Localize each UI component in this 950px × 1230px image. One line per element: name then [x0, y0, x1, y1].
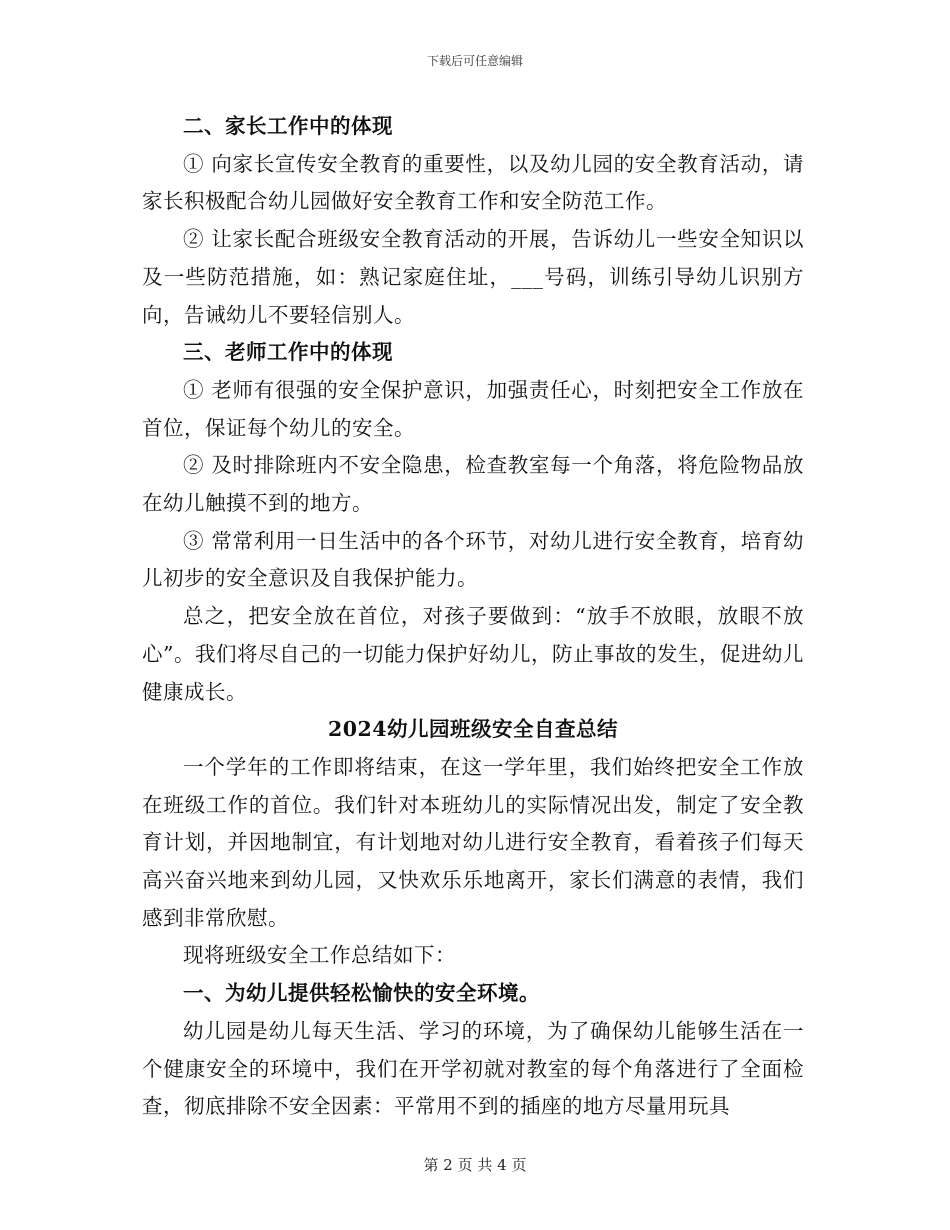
paragraph-environment: 幼儿园是幼儿每天生活、学习的环境，为了确保幼儿能够生活在一个健康安全的环境中，我们在开学初就对教室的每个角落进行了全面检查，彻底排除不安全因素：平常用不到的插座的地方尽量用玩具 — [142, 1018, 804, 1119]
section-heading-environment: 一、为幼儿提供轻松愉快的安全环境。 — [183, 981, 540, 1006]
paragraph-parent-1: ① 向家长宣传安全教育的重要性，以及幼儿园的安全教育活动，请家长积极配合幼儿园做好安全教育工作和安全防范工作。 — [142, 151, 804, 214]
document-title: 2024幼儿园班级安全自查总结 — [327, 717, 619, 742]
paragraph-intro: 一个学年的工作即将结束，在这一学年里，我们始终把安全工作放在班级工作的首位。我们针对本班幼儿的实际情况出发，制定了安全教育计划，并因地制宜，有计划地对幼儿进行安全教育，看着孩子们每天高兴奋兴地来到幼儿园，又快欢乐乐地离开，家长们满意的表情，我们感到非常欣慰。 — [142, 754, 804, 930]
section-heading-parent: 二、家长工作中的体现 — [183, 114, 393, 138]
paragraph-summary: 总之，把安全放在首位，对孩子要做到：“放手不放眼，放眼不放心”。我们将尽自己的一切能力保护好幼儿，防止事故的发生，促进幼儿健康成长。 — [142, 604, 804, 704]
paragraph-parent-2: ② 让家长配合班级安全教育活动的开展，告诉幼儿一些安全知识以及一些防范措施，如：熟记家庭住址，___号码，训练引导幼儿识别方向，告诫幼儿不要轻信别人。 — [142, 227, 804, 327]
section-heading-teacher: 三、老师工作中的体现 — [183, 340, 393, 365]
page-number: 第 2 页 共 4 页 — [423, 1156, 527, 1174]
page-header: 下载后可任意编辑 — [426, 54, 523, 68]
paragraph-teacher-3: ③ 常常利用一日生活中的各个环节，对幼儿进行安全教育，培育幼儿初步的安全意识及自我保护能力。 — [142, 528, 804, 591]
paragraph-teacher-2: ② 及时排除班内不安全隐患，检查教室每一个角落，将危险物品放在幼儿触摸不到的地方。 — [142, 453, 804, 516]
document-body — [142, 108, 804, 1126]
paragraph-teacher-1: ① 老师有很强的安全保护意识，加强责任心，时刻把安全工作放在首位，保证每个幼儿的安全。 — [142, 377, 804, 440]
paragraph-lead: 现将班级安全工作总结如下： — [183, 943, 456, 968]
